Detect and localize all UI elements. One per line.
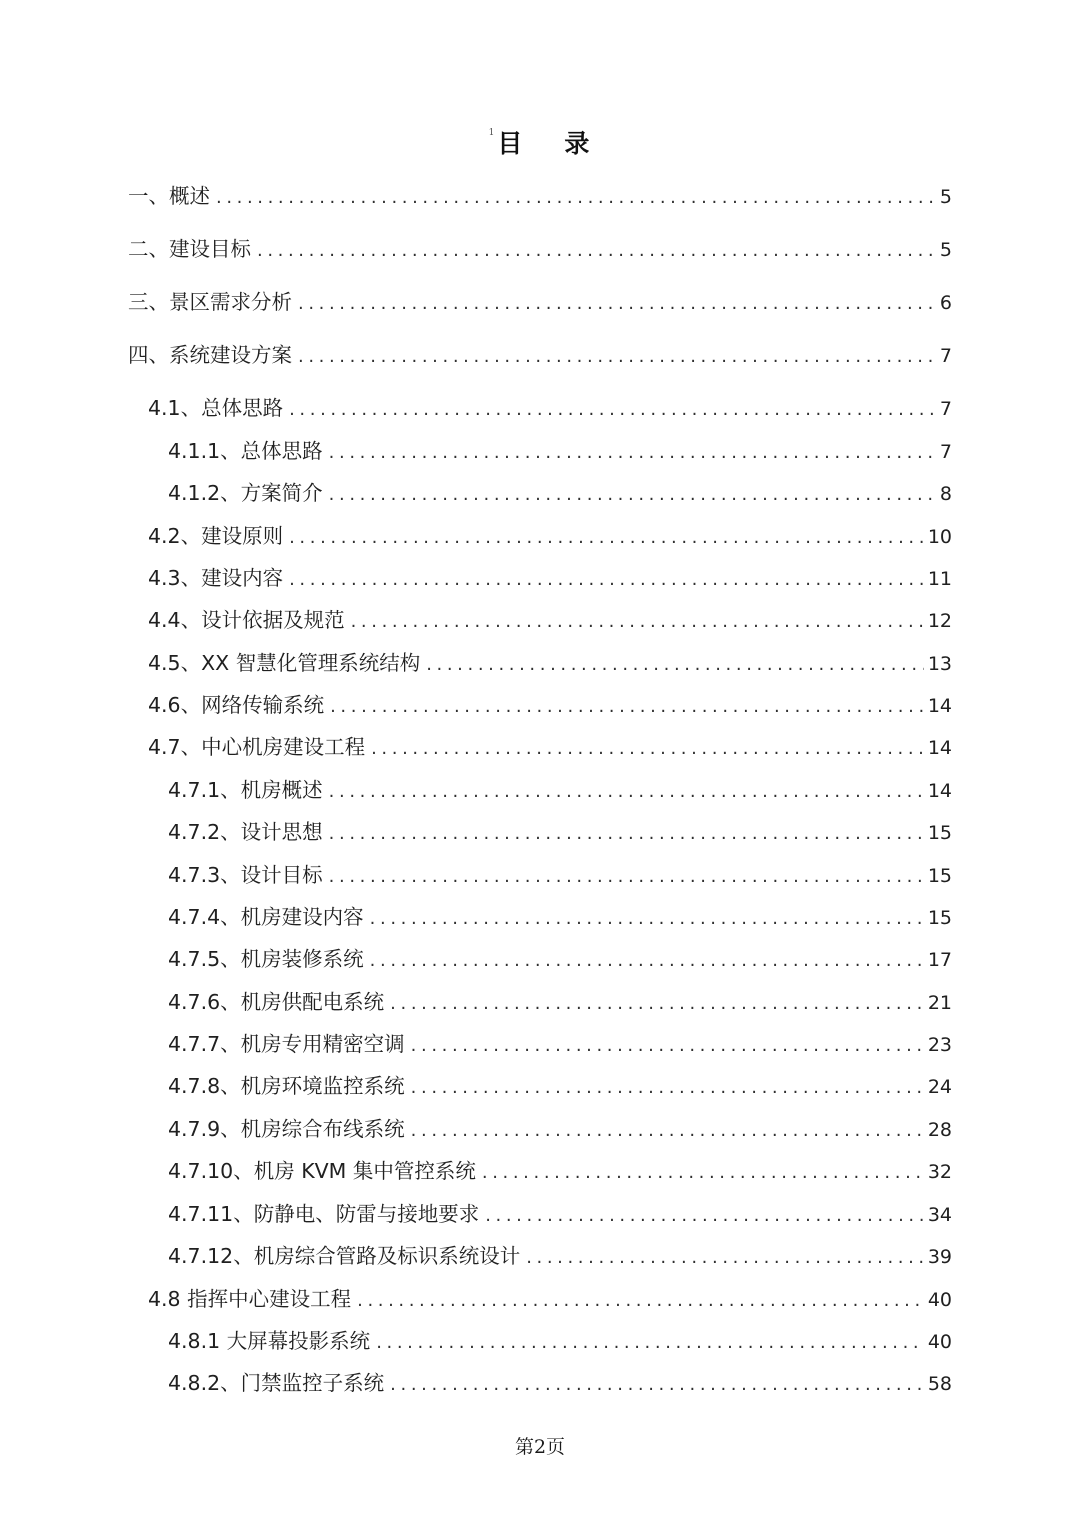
toc-entry-page-number: 15	[927, 907, 952, 929]
toc-entry[interactable]	[148, 1285, 952, 1313]
toc-entry[interactable]	[168, 776, 952, 804]
toc-entry[interactable]	[168, 1242, 952, 1270]
toc-entry-label: 4.7、中心机房建设工程	[148, 735, 366, 759]
toc-dot-leader	[289, 524, 924, 552]
toc-dot-leader	[371, 735, 924, 763]
toc-dot-leader	[485, 1202, 924, 1230]
toc-dot-leader	[376, 1329, 924, 1357]
toc-dot-leader	[329, 778, 924, 806]
toc-entry[interactable]	[148, 649, 952, 677]
toc-entry-label: 4.8.1 大屏幕投影系统	[168, 1329, 371, 1353]
toc-entry-page-number: 14	[927, 737, 952, 759]
toc-dot-leader	[411, 1117, 924, 1145]
toc-entry[interactable]	[168, 1072, 952, 1100]
toc-dot-leader	[390, 1371, 924, 1399]
toc-entry-page-number: 40	[927, 1289, 952, 1311]
toc-entry-page-number: 13	[927, 653, 952, 675]
toc-entry-page-number: 7	[939, 398, 952, 420]
toc-entry[interactable]	[148, 564, 952, 592]
toc-entry-label: 4.3、建设内容	[148, 566, 284, 590]
toc-entry-page-number: 12	[927, 610, 952, 632]
toc-dot-leader	[357, 1287, 924, 1315]
toc-entry-label: 4.7.9、机房综合布线系统	[168, 1117, 405, 1141]
toc-entry[interactable]	[168, 945, 952, 973]
toc-entry-page-number: 6	[939, 292, 952, 314]
toc-entry[interactable]	[128, 235, 952, 263]
toc-entry-label: 4.4、设计依据及规范	[148, 608, 345, 632]
toc-entry[interactable]	[168, 1115, 952, 1143]
toc-entry-label: 4.7.2、设计思想	[168, 820, 323, 844]
toc-entry-label: 4.8 指挥中心建设工程	[148, 1287, 352, 1311]
toc-dot-leader	[298, 290, 936, 318]
title-char-1: 目	[497, 129, 525, 158]
toc-entry[interactable]	[148, 733, 952, 761]
toc-dot-leader	[330, 693, 924, 721]
toc-entry-page-number: 14	[927, 695, 952, 717]
toc-entry-page-number: 15	[927, 822, 952, 844]
toc-entry-page-number: 34	[927, 1204, 952, 1226]
toc-dot-leader	[482, 1159, 924, 1187]
toc-entry-page-number: 5	[939, 239, 952, 261]
toc-dot-leader	[426, 651, 924, 679]
toc-entry-label: 4.5、XX 智慧化管理系统结构	[148, 651, 421, 675]
toc-entry-page-number: 7	[939, 441, 952, 463]
toc-dot-leader	[390, 990, 924, 1018]
toc-entry-page-number: 17	[927, 949, 952, 971]
toc-entry-label: 三、景区需求分析	[128, 290, 292, 314]
toc-entry-label: 4.7.12、机房综合管路及标识系统设计	[168, 1244, 521, 1268]
toc-entry-label: 4.1.2、方案简介	[168, 481, 323, 505]
toc-entry[interactable]	[168, 1200, 952, 1228]
toc-dot-leader	[329, 439, 936, 467]
toc-entry-label: 4.7.11、防静电、防雷与接地要求	[168, 1202, 480, 1226]
toc-entry[interactable]	[168, 437, 952, 465]
toc-entry-page-number: 14	[927, 780, 952, 802]
toc-dot-leader	[411, 1074, 924, 1102]
toc-entry-label: 4.6、网络传输系统	[148, 693, 325, 717]
toc-entry[interactable]	[148, 606, 952, 634]
toc-dot-leader	[411, 1032, 924, 1060]
toc-entry-label: 4.7.10、机房 KVM 集中管控系统	[168, 1159, 476, 1183]
toc-entry-page-number: 7	[939, 345, 952, 367]
toc-entry[interactable]	[128, 341, 952, 369]
toc-dot-leader	[351, 608, 924, 636]
toc-entry-page-number: 58	[927, 1373, 952, 1395]
toc-entry[interactable]	[128, 288, 952, 316]
toc-entry-page-number: 11	[927, 568, 952, 590]
page-number-footer: 第2页	[514, 1436, 566, 1458]
toc-entry[interactable]	[148, 394, 952, 422]
toc-entry[interactable]	[168, 988, 952, 1016]
toc-entry[interactable]	[148, 691, 952, 719]
toc-entry-label: 4.1、总体思路	[148, 396, 284, 420]
toc-dot-leader	[370, 947, 924, 975]
toc-entry[interactable]	[148, 522, 952, 550]
toc-entry-label: 四、系统建设方案	[128, 343, 292, 367]
toc-entry[interactable]	[168, 861, 952, 889]
toc-entry[interactable]	[168, 1030, 952, 1058]
toc-entry[interactable]	[168, 818, 952, 846]
toc-entry-page-number: 10	[927, 526, 952, 548]
toc-dot-leader	[298, 343, 936, 371]
toc-dot-leader	[257, 237, 936, 265]
toc-entry-label: 4.8.2、门禁监控子系统	[168, 1371, 385, 1395]
toc-entry-page-number: 40	[927, 1331, 952, 1353]
toc-entry-label: 4.7.8、机房环境监控系统	[168, 1074, 405, 1098]
toc-entry-page-number: 15	[927, 865, 952, 887]
toc-entry-label: 4.2、建设原则	[148, 524, 284, 548]
toc-dot-leader	[370, 905, 924, 933]
toc-entry-page-number: 23	[927, 1034, 952, 1056]
title-char-2: 录	[564, 129, 592, 158]
title-marker: 1	[488, 128, 497, 138]
toc-entry-label: 4.1.1、总体思路	[168, 439, 323, 463]
toc-dot-leader	[216, 184, 936, 212]
toc-entry[interactable]	[168, 903, 952, 931]
toc-entry-page-number: 32	[927, 1161, 952, 1183]
toc-entry-page-number: 24	[927, 1076, 952, 1098]
toc-entry-label: 二、建设目标	[128, 237, 251, 261]
toc-entry-label: 4.7.5、机房装修系统	[168, 947, 364, 971]
toc-entry-label: 4.7.1、机房概述	[168, 778, 323, 802]
toc-entry-label: 4.7.6、机房供配电系统	[168, 990, 385, 1014]
toc-entry-page-number: 21	[927, 992, 952, 1014]
toc-entry-label: 4.7.3、设计目标	[168, 863, 323, 887]
toc-entry-page-number: 39	[927, 1246, 952, 1268]
toc-dot-leader	[329, 481, 936, 509]
toc-entry[interactable]	[168, 1369, 952, 1397]
toc-dot-leader	[329, 820, 924, 848]
toc-entry[interactable]	[168, 1157, 952, 1185]
toc-dot-leader	[289, 396, 936, 424]
toc-entry[interactable]	[168, 1327, 952, 1355]
toc-entry-label: 一、概述	[128, 184, 210, 208]
toc-entry-page-number: 5	[939, 186, 952, 208]
toc-entry-page-number: 8	[939, 483, 952, 505]
toc-entry[interactable]	[128, 182, 952, 210]
toc-entry-label: 4.7.4、机房建设内容	[168, 905, 364, 929]
toc-dot-leader	[329, 863, 924, 891]
toc-entry[interactable]	[168, 479, 952, 507]
toc-entry-label: 4.7.7、机房专用精密空调	[168, 1032, 405, 1056]
toc-dot-leader	[289, 566, 924, 594]
toc-dot-leader	[526, 1244, 924, 1272]
toc-entry-page-number: 28	[927, 1119, 952, 1141]
